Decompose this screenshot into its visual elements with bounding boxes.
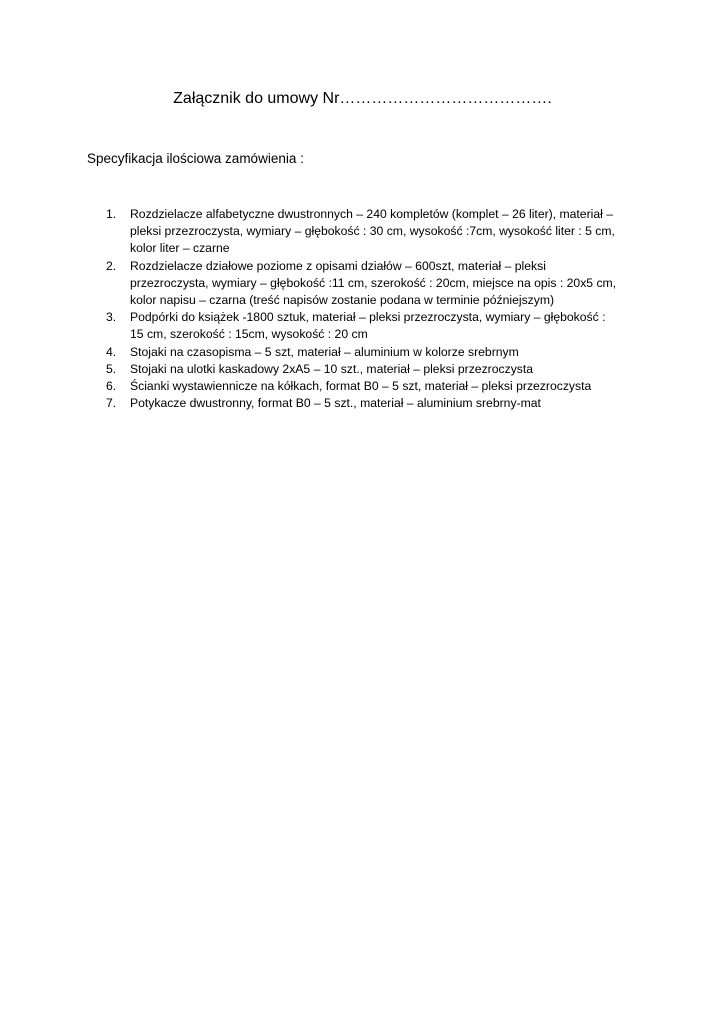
list-item-text: Rozdzielacze działowe poziome z opisami działów – 600szt, materiał – pleksi przezroczysta, wymiary – głębokość :11 cm, szerokość : 20cm, miejsce na opis : 20x5 cm, kolor napisu – czarna (treść napisów zostanie podana w terminie późniejszym) (130, 258, 617, 308)
list-item (0, 258, 620, 310)
list-item (0, 361, 620, 378)
list-item-text: Potykacze dwustronny, format B0 – 5 szt., materiał – aluminium srebrny-mat (130, 396, 541, 411)
list-item-number: 3. (106, 310, 117, 325)
list-item-number: 2. (106, 258, 117, 273)
list-item-text: Stojaki na ulotki kaskadowy 2xA5 – 10 szt., materiał – pleksi przezroczysta (130, 361, 534, 376)
list-item-text: Ścianki wystawiennicze na kółkach, format B0 – 5 szt, materiał – pleksi przezroczysta (130, 379, 592, 394)
list-item-number: 1. (106, 207, 117, 221)
specification-list (0, 206, 725, 412)
list-item (0, 378, 620, 395)
list-item-number: 4. (106, 344, 117, 359)
list-item (0, 344, 620, 361)
list-item-number: 6. (106, 379, 117, 394)
list-item-number: 5. (106, 361, 117, 376)
list-item-text: Stojaki na czasopisma – 5 szt, materiał – aluminium w kolorze srebrnym (130, 344, 519, 359)
list-item (0, 309, 620, 343)
list-item (0, 395, 620, 412)
list-item-text: Podpórki do książek -1800 sztuk, materiał – pleksi przezroczysta, wymiary – głębokość : 15 cm, szerokość : 15cm, wysokość : 20 cm (130, 310, 606, 342)
list-item-number: 7. (106, 396, 117, 411)
list-item (0, 206, 620, 258)
document-title: Załącznik do umowy Nr…………………………………. (173, 90, 552, 107)
list-item-text: Rozdzielacze alfabetyczne dwustronnych – 240 kompletów (komplet – 26 liter), materiał – pleksi przezroczysta, wymiary – głębokość : 30 cm, wysokość :7cm, wysokość liter : 5 cm, kolor liter – czarne (130, 207, 615, 256)
document-subtitle: Specyfikacja ilościowa zamówienia : (87, 151, 304, 166)
